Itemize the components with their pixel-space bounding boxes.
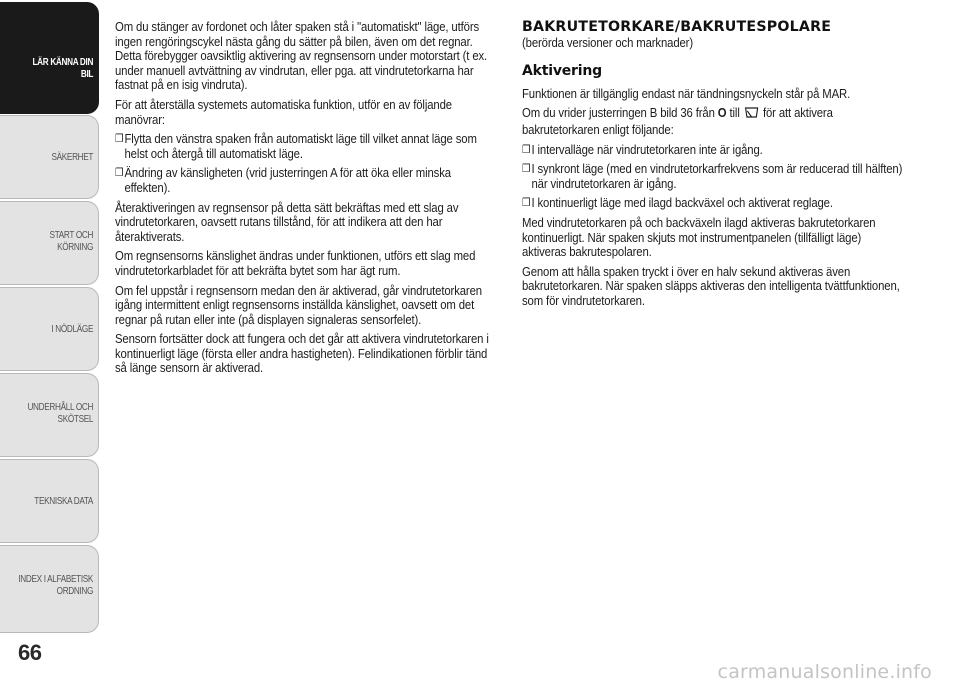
list-item-text: I synkront läge (med en vindrutetorkarfrekvens som är reducerad till hälften) när vindrutetorkaren är igång. xyxy=(531,161,903,191)
list-item-text: Flytta den vänstra spaken från automatiskt läge till vilket annat läge som helst och återgå till automatiskt läge. xyxy=(124,131,477,161)
paragraph xyxy=(522,106,906,137)
tab-label: START OCH KÖRNING xyxy=(49,230,94,253)
watermark: carmanualsonline.info xyxy=(717,661,932,683)
checkbox-bullet-icon: ❒ xyxy=(522,163,531,176)
tab-label: TEKNISKA DATA xyxy=(34,496,94,507)
tab-label: SÄKERHET xyxy=(51,152,94,163)
paragraph-text: till xyxy=(726,105,743,121)
paragraph: Återaktiveringen av regnsensor på detta sätt bekräftas med ett slag av vindrutetorkaren, oavsett rutans tillstånd, för att indikera att den har återaktiverats. xyxy=(115,199,459,244)
checkbox-bullet-icon: ❒ xyxy=(522,143,531,156)
tab-underhall-och-skotsel[interactable] xyxy=(0,373,99,457)
section-title: BAKRUTETORKARE/BAKRUTESPOLARE xyxy=(522,19,832,35)
page-number: 66 xyxy=(18,640,42,665)
tab-label: UNDERHÅLL OCH SKÖTSEL xyxy=(27,402,94,425)
tab-label: LÄR KÄNNA DIN BIL xyxy=(32,57,94,80)
tab-sakerhet[interactable] xyxy=(0,115,99,199)
tab-index-i-alfabetisk-ordning[interactable] xyxy=(0,545,99,633)
paragraph: Om regnsensorns känslighet ändras under funktionen, utförs ett slag med vindrutetorkarbladet för att bekräfta bytet som har ägt rum. xyxy=(115,248,476,278)
tab-label: I NÖDLÄGE xyxy=(51,324,94,335)
list-item-text: I kontinuerligt läge med ilagd backväxel och aktiverat reglage. xyxy=(531,195,833,211)
off-position-symbol: O xyxy=(717,105,727,121)
left-column xyxy=(115,20,500,381)
paragraph: Genom att hålla spaken tryckt i över en halv sekund aktiveras även bakrutetorkaren. När spaken släpps aktiveras den intelligenta tvättfunktionen, som för vindrutetorkaren. xyxy=(522,263,900,308)
paragraph-text: Om du vrider justerringen B bild 36 från xyxy=(522,105,718,121)
tab-label: INDEX I ALFABETISK ORDNING xyxy=(18,574,94,597)
checkbox-bullet-icon: ❒ xyxy=(115,133,124,146)
paragraph: Med vindrutetorkaren på och backväxeln ilagd aktiveras bakrutetorkaren kontinuerligt. När spaken skjuts mot instrumentpanelen (tillfälligt läge) aktiveras bakrutespolaren. xyxy=(522,214,876,260)
list-item xyxy=(522,143,906,158)
tab-lar-kanna-din-bil[interactable] xyxy=(0,2,99,114)
list-item-text: I intervalläge när vindrutetorkaren inte är igång. xyxy=(531,141,763,157)
paragraph: Om fel uppstår i regnsensorn medan den är aktiverad, går vindrutetorkaren igång intermittent enligt regnsensorns inställda känslighet, oavsett om det regnar på rutan eller inte (på displayen signaleras sensorfelet). xyxy=(115,282,482,327)
section-subtitle: (berörda versioner och marknader) xyxy=(522,34,693,50)
paragraph: Sensorn fortsätter dock att fungera och det går att aktivera vindrutetorkaren i kontinuerligt läge (första eller andra hastigheten). Felindikationen förblir tänd så länge sensorn är aktiverad. xyxy=(115,331,489,376)
checkbox-bullet-icon: ❒ xyxy=(115,167,124,180)
paragraph: Funktionen är tillgänglig endast när tändningsnyckeln står på MAR. xyxy=(522,85,851,101)
list-item xyxy=(522,196,906,211)
list-item xyxy=(115,132,499,161)
list-item xyxy=(115,166,499,195)
list-item xyxy=(522,162,906,191)
rear-wiper-icon xyxy=(744,106,758,123)
paragraph: För att återställa systemets automatiska funktion, utför en av följande manövrar: xyxy=(115,96,452,127)
paragraph: Om du stänger av fordonet och låter spaken stå i "automatiskt" läge, utförs ingen rengöringscykel nästa gång du sätter på bilen, även om det regnar. Detta förebygger oavsiktlig aktivering av regnsensorn under motorstart (t ex. under manuell avtvättning av vindrutan, eller pga. att vindrutetorkarna har fastnat på en isig vindruta). xyxy=(115,19,488,93)
tab-start-och-korning[interactable] xyxy=(0,201,99,285)
tab-i-nodlage[interactable] xyxy=(0,287,99,371)
chapter-tabs xyxy=(0,0,100,660)
right-column xyxy=(522,20,907,314)
tab-tekniska-data[interactable] xyxy=(0,459,99,543)
subsection-heading: Aktivering xyxy=(522,63,602,80)
list-item-text: Ändring av känsligheten (vrid justerringen A för att öka eller minska effekten). xyxy=(124,165,451,195)
checkbox-bullet-icon: ❒ xyxy=(522,197,531,210)
paragraph-text: för att aktivera bakrutetorkaren enligt följande: xyxy=(522,105,833,137)
